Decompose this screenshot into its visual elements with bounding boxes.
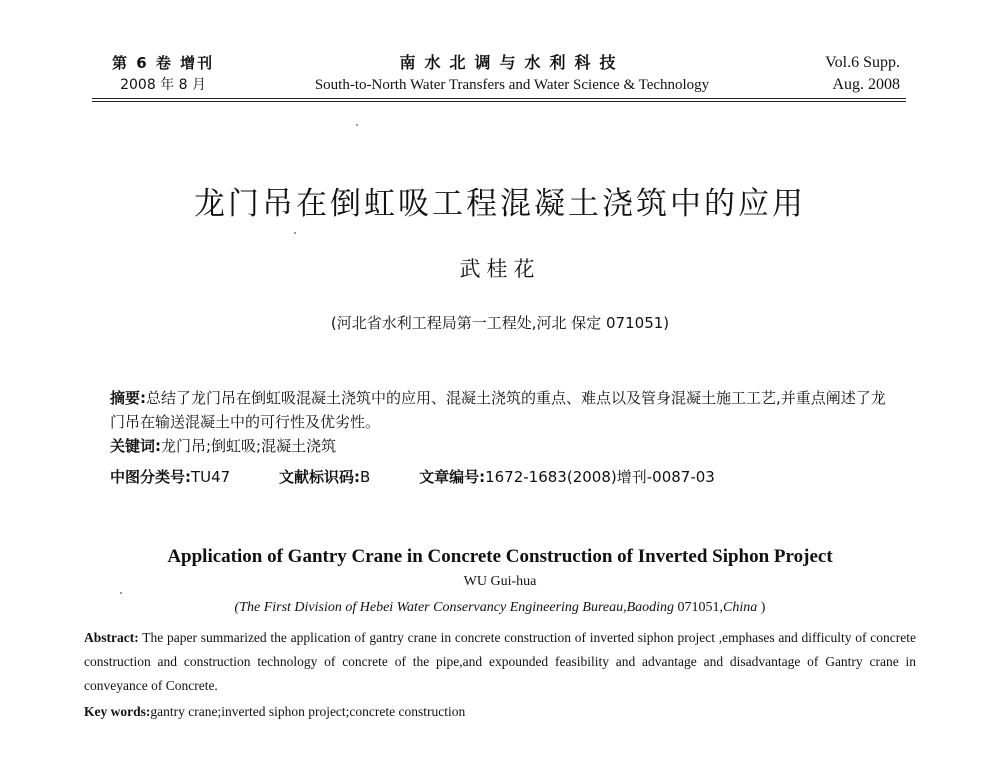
abstract-en-text: The paper summarized the application of gantry crane in concrete construction of inverted siphon project ,emphases and difficulty of concrete construction and construction technology of concrete of the pipe,and expounded feasibility and advantage and disadvantage of Gantry crane in conveyance of Concrete. — [84, 630, 916, 693]
issue-date-en: Aug. 2008 — [832, 76, 900, 93]
abstract-en-label: Abstract: — [84, 630, 139, 645]
keywords-en — [84, 704, 916, 720]
header-rule-top — [92, 98, 906, 99]
article-value: 1672-1683(2008)增刊-0087-03 — [485, 468, 715, 486]
clc-value: TU47 — [191, 468, 231, 486]
affiliation-en — [0, 600, 1000, 616]
scan-speck — [294, 232, 296, 234]
clc-number — [110, 468, 230, 486]
volume-supp-en: Vol.6 Supp. — [825, 54, 900, 71]
abstract-en — [84, 626, 916, 698]
doc-code-value: B — [360, 468, 371, 486]
header-center — [282, 52, 742, 96]
affiliation-en-postcode: 071051, — [674, 600, 724, 615]
classification-row — [110, 466, 900, 487]
keywords-en-label: Key words: — [84, 704, 151, 719]
abstract-cn-label: 摘要: — [110, 389, 146, 407]
keywords-cn-text: 龙门吊;倒虹吸;混凝土浇筑 — [161, 437, 337, 455]
scan-speck — [120, 592, 122, 594]
journal-name-cn: 南水北调与水利科技 — [399, 53, 625, 72]
volume-issue: 第 6 卷 增刊 — [112, 54, 215, 72]
author-name-en: WU Gui-hua — [463, 574, 537, 589]
author-name: 武桂花 — [459, 257, 541, 281]
header-rule-bottom — [92, 101, 906, 102]
issue-date-cn: 2008 年 8 月 — [120, 77, 206, 93]
paper-title-en: Application of Gantry Crane in Concrete Construction of Inverted Siphon Project — [167, 546, 833, 567]
keywords-cn — [110, 434, 900, 458]
affiliation-en-close: ) — [757, 600, 766, 615]
affiliation-en-country: China — [723, 600, 758, 615]
header-right — [825, 52, 900, 96]
doc-code-label: 文献标识码: — [279, 468, 361, 486]
header-left — [112, 52, 214, 96]
affiliation: (河北省水利工程局第一工程处,河北 保定 071051) — [330, 314, 670, 332]
abstract-cn — [110, 386, 900, 458]
abstract-cn-text: 总结了龙门吊在倒虹吸混凝土浇筑中的应用、混凝土浇筑的重点、难点以及管身混凝土施工工艺,并重点阐述了龙门吊在输送混凝土中的可行性及优劣性。 — [110, 389, 886, 431]
journal-name-en: South-to-North Water Transfers and Water Science & Technology — [314, 77, 710, 93]
document-code — [279, 468, 370, 486]
keywords-cn-label: 关键词: — [110, 437, 161, 455]
keywords-en-text: gantry crane;inverted siphon project;concrete construction — [150, 704, 466, 719]
article-number — [419, 468, 715, 486]
scan-speck — [356, 124, 358, 126]
running-header — [82, 52, 918, 102]
paper-title: 龙门吊在倒虹吸工程混凝土浇筑中的应用 — [194, 186, 806, 222]
affiliation-en-italic: (The First Division of Hebei Water Conservancy Engineering Bureau,Baoding — [234, 600, 675, 615]
article-label: 文章编号: — [419, 468, 486, 486]
clc-label: 中图分类号: — [110, 468, 191, 486]
